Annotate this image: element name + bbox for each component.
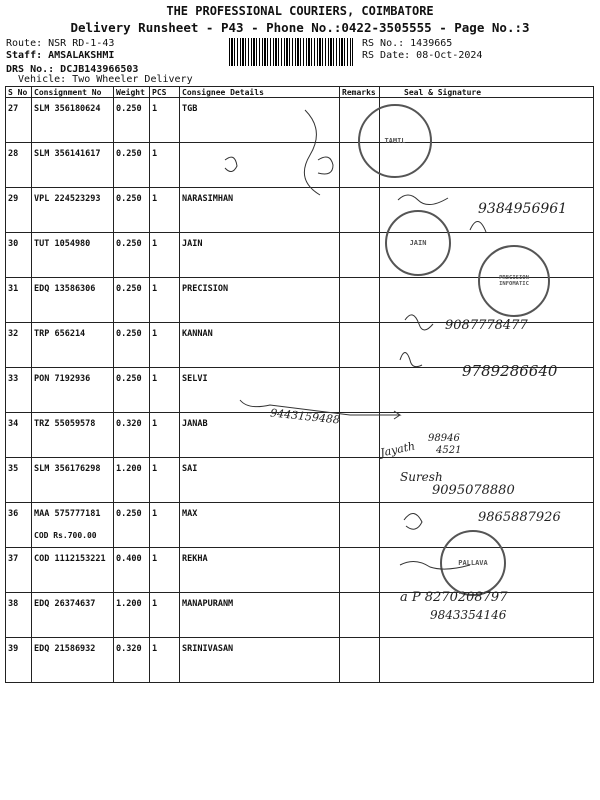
row-sno: 31 (6, 278, 32, 323)
row-consignment: SLM 356176298 (32, 458, 114, 503)
row-sno: 29 (6, 188, 32, 233)
row-consignee: JANAB (180, 413, 340, 458)
col-consignee: Consignee Details (180, 87, 340, 98)
row-consignee: TGB (180, 98, 340, 143)
row-pcs: 1 (150, 368, 180, 413)
stamp-text: TAMIL (384, 137, 406, 145)
row-consignee: MAX (180, 503, 340, 548)
rs-no: RS No.: 1439665 (362, 38, 453, 49)
row-consignment: MAA 575777181 (32, 503, 114, 548)
col-remarks: Remarks (340, 87, 380, 98)
row-consignment: VPL 224523293 (32, 188, 114, 233)
row-weight: 0.250 (114, 278, 150, 323)
row-consignment: COD 1112153221 (32, 548, 114, 593)
row-weight: 0.250 (114, 143, 150, 188)
row-consignment: EDQ 13586306 (32, 278, 114, 323)
stamp-text: PALLAVA (458, 559, 488, 567)
row-weight: 0.320 (114, 638, 150, 683)
row-weight: 0.250 (114, 98, 150, 143)
rs-date: RS Date: 08-Oct-2024 (362, 50, 483, 61)
handwritten-phone-29: 9384956961 (478, 201, 568, 217)
row-pcs: 1 (150, 278, 180, 323)
row-sno: 32 (6, 323, 32, 368)
row-pcs: 1 (150, 593, 180, 638)
row-consignment: TRZ 55059578 (32, 413, 114, 458)
handwritten-name-35: Jayath (379, 439, 417, 460)
row-weight: 0.400 (114, 548, 150, 593)
row-sno: 34 (6, 413, 32, 458)
handwritten-phone-36: 9095078880 (432, 483, 515, 498)
runsheet-title: Delivery Runsheet - P43 - Phone No.:0422-3505555 - Page No.:3 (70, 20, 530, 35)
row-sno: 38 (6, 593, 32, 638)
stamp-text: JAIN (409, 239, 427, 247)
col-sno: S No (6, 87, 32, 98)
row-consignee: SRINIVASAN (180, 638, 340, 683)
col-pcs: PCS (150, 87, 180, 98)
row-sno: 33 (6, 368, 32, 413)
stamp-text: PRECISION INFOMATIC (499, 275, 529, 287)
handwritten-phone-35a: 98946 (428, 433, 460, 444)
row-consignee: REKHA (180, 548, 340, 593)
staff-text: Staff: AMSALAKSHMI (6, 50, 115, 61)
row-weight: 1.200 (114, 458, 150, 503)
handwritten-phone-37: 9865887926 (478, 510, 561, 525)
row-sno: 35 (6, 458, 32, 503)
vehicle-text: Vehicle: Two Wheeler Delivery (18, 74, 193, 85)
handwritten-phone-34: 9443159488 (269, 406, 341, 427)
row-sno: 39 (6, 638, 32, 683)
col-seal: Seal & Signature (380, 87, 594, 98)
row-weight: 0.320 (114, 413, 150, 458)
row-sno: 30 (6, 233, 32, 278)
drs-text: DRS No.: DCJB143966503 (6, 64, 139, 75)
row-consignment: PON 7192936 (32, 368, 114, 413)
handwritten-phone-33: 9789286640 (462, 362, 558, 380)
row-consignee: MANAPURANM (180, 593, 340, 638)
row-consignee: NARASIMHAN (180, 188, 340, 233)
row-weight: 0.250 (114, 323, 150, 368)
row-pcs: 1 (150, 413, 180, 458)
row-consignment: SLM 356180624 (32, 98, 114, 143)
row-pcs: 1 (150, 458, 180, 503)
row-consignment: EDQ 21586932 (32, 638, 114, 683)
row-consignee: SAI (180, 458, 340, 503)
row-weight: 1.200 (114, 593, 150, 638)
row-pcs: 1 (150, 143, 180, 188)
col-consignment: Consignment No (32, 87, 114, 98)
handwritten-phone-39a: a P 8270208797 (400, 590, 508, 605)
row-pcs: 1 (150, 233, 180, 278)
row-consignee: PRECISION (180, 278, 340, 323)
row-consignee: KANNAN (180, 323, 340, 368)
row-pcs: 1 (150, 548, 180, 593)
row-pcs: 1 (150, 323, 180, 368)
row-pcs: 1 (150, 638, 180, 683)
row-pcs: 1 (150, 503, 180, 548)
route-text: Route: NSR RD-1-43 (6, 38, 115, 49)
handwritten-phone-32: 9087778477 (445, 318, 528, 333)
row-sno: 37 (6, 548, 32, 593)
row-consignment: TUT 1054980 (32, 233, 114, 278)
company-title: THE PROFESSIONAL COURIERS, COIMBATORE (166, 4, 434, 18)
handwritten-phone-39b: 9843354146 (430, 608, 507, 622)
row-weight: 0.250 (114, 503, 150, 548)
row-weight: 0.250 (114, 368, 150, 413)
row-consignment: SLM 356141617 (32, 143, 114, 188)
cod-note: COD Rs.700.00 (34, 531, 97, 540)
row-pcs: 1 (150, 98, 180, 143)
row-consignment: EDQ 26374637 (32, 593, 114, 638)
row-consignee: JAIN (180, 233, 340, 278)
row-sno: 28 (6, 143, 32, 188)
row-consignee: SELVI (180, 368, 340, 413)
handwritten-phone-35b: 4521 (436, 445, 462, 456)
row-weight: 0.250 (114, 188, 150, 233)
row-pcs: 1 (150, 188, 180, 233)
handwritten-name-36: Suresh (400, 470, 443, 484)
col-weight: Weight (114, 87, 150, 98)
row-sno: 36 (6, 503, 32, 548)
row-sno: 27 (6, 98, 32, 143)
row-weight: 0.250 (114, 233, 150, 278)
row-consignment: TRP 656214 (32, 323, 114, 368)
